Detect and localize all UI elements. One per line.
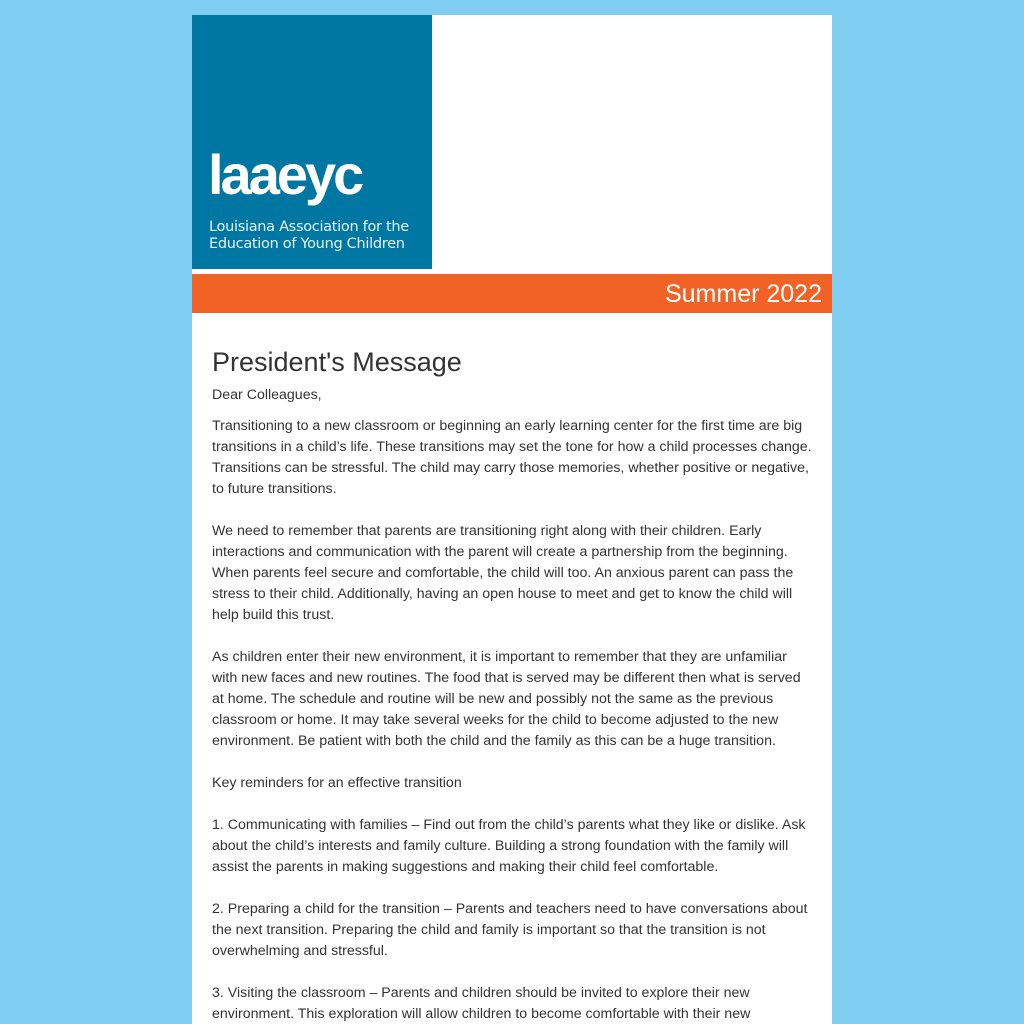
issue-label: Summer 2022 <box>664 280 822 308</box>
logo-wordmark: laaeyc <box>208 143 362 206</box>
paragraph: Transitioning to a new classroom or beginning an early learning center for the first time are big transitions in a child’s life. These transitions may set the tone for how a child processes change. Transitions can be stressful. The child may carry those memories, whether positive or negative, to future transitions. <box>212 418 812 497</box>
reminder-item: 2. Preparing a child for the transition – Parents and teachers need to have conversations about the next transition. Preparing the child and family is important so that the transition is not overwhelming and stressful. <box>212 901 808 959</box>
reminder-item: 1. Communicating with families – Find out from the child’s parents what they like or dislike. Ask about the child’s interests and family culture. Building a strong foundation with the family will assist the parents in making suggestions and making their child feel comfortable. <box>212 817 806 875</box>
article-greeting: Dear Colleagues, <box>212 387 322 403</box>
reminder-item: 3. Visiting the classroom – Parents and children should be invited to explore their new environment. This exploration will allow children to become comfortable with their new <box>212 985 751 1022</box>
article <box>212 345 812 1024</box>
header <box>192 15 832 269</box>
paragraph: As children enter their new environment, it is important to remember that they are unfamiliar with new faces and new routines. The food that is served may be different then what is served at home. The schedule and routine will be new and possibly not the same as the previous classroom or home. It may take several weeks for the child to become adjusted to the new environment. Be patient with both the child and the family as this can be a huge transition. <box>212 649 801 749</box>
key-reminders-heading: Key reminders for an effective transition <box>212 775 462 791</box>
laaeyc-logo <box>192 15 432 269</box>
logo-org-line-1: Louisiana Association for the <box>209 219 409 235</box>
article-title: President's Message <box>212 347 462 377</box>
newsletter-email <box>192 15 832 1024</box>
logo-org-name <box>209 219 429 253</box>
paragraph: We need to remember that parents are transitioning right along with their children. Early interactions and communication with the parent will create a partnership from the beginning. When parents feel secure and comfortable, the child will too. An anxious parent can pass the stress to their child. Additionally, having an open house to meet and get to know the child will help build this trust. <box>212 523 794 623</box>
logo-org-line-2: Education of Young Children <box>209 236 405 252</box>
issue-banner <box>192 274 832 313</box>
